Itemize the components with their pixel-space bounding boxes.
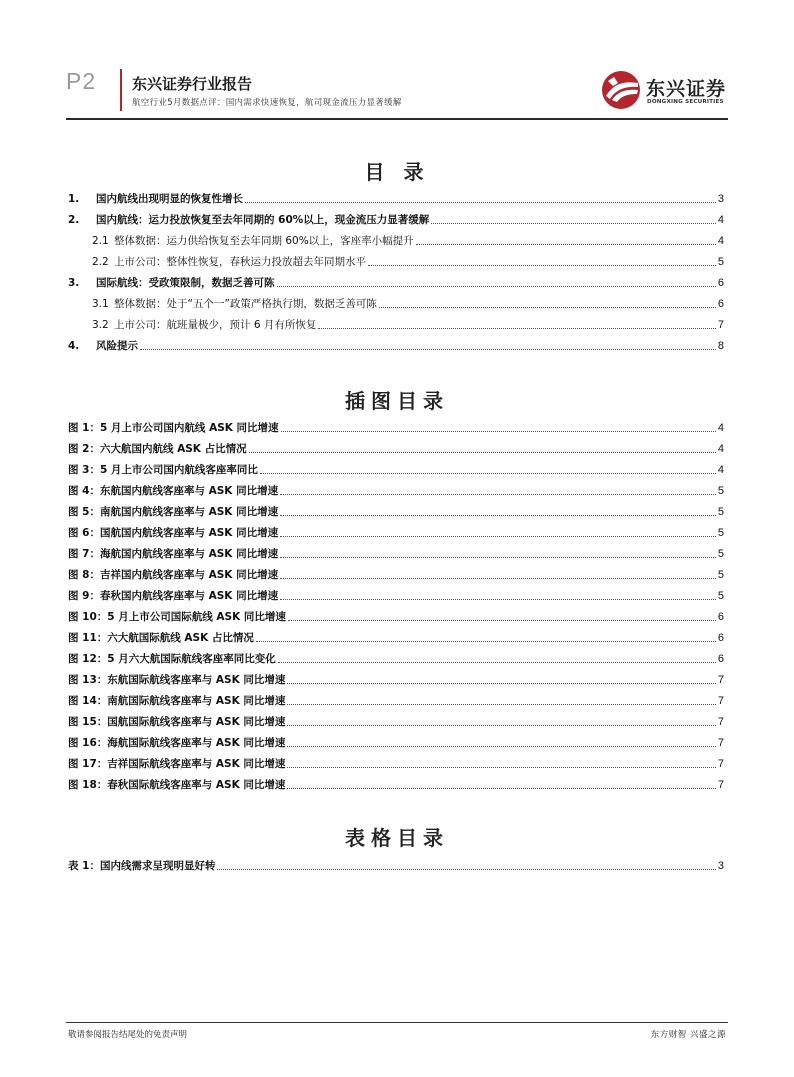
figure-entry-page: 4 xyxy=(717,464,724,476)
leader-dots xyxy=(256,641,716,642)
table-entry-page: 3 xyxy=(717,860,724,872)
figure-entry-title: 图 4：东航国内航线客座率与 ASK 同比增速 xyxy=(68,485,279,497)
figure-entry-page: 5 xyxy=(717,548,724,560)
toc-entry-title: 国际航线：受政策限制，数据乏善可陈 xyxy=(96,277,275,289)
figure-entry-page: 7 xyxy=(717,695,724,707)
leader-dots xyxy=(318,328,716,329)
figure-entry[interactable] xyxy=(68,608,724,624)
page-number: P2 xyxy=(66,68,97,94)
toc-heading: 目 录 xyxy=(364,160,430,184)
figure-entry-title: 图 1：5 月上市公司国内航线 ASK 同比增速 xyxy=(68,422,279,434)
figure-entry-title: 图 18：春秋国际航线客座率与 ASK 同比增速 xyxy=(68,779,286,791)
toc-entry-number: 2. xyxy=(68,214,80,226)
toc-subentry[interactable] xyxy=(92,316,724,332)
toc-entry-number: 2.2 xyxy=(92,256,109,268)
footer-divider xyxy=(66,1022,728,1023)
figure-entry-title: 图 11：六大航国际航线 ASK 占比情况 xyxy=(68,632,254,644)
toc-entry-number: 3.1 xyxy=(92,298,109,310)
report-title: 东兴证券行业报告 xyxy=(132,75,253,93)
toc-entry-number: 3. xyxy=(68,277,80,289)
toc-entry-page: 3 xyxy=(717,193,724,205)
figure-entry-title: 图 12：5 月六大航国际航线客座率同比变化 xyxy=(68,653,276,665)
figure-entry[interactable] xyxy=(68,461,724,477)
toc-entry-title: 国内航线出现明显的恢复性增长 xyxy=(96,193,243,205)
leader-dots xyxy=(431,223,716,224)
figure-entry-page: 6 xyxy=(717,653,724,665)
figure-entry-page: 7 xyxy=(717,779,724,791)
figure-entry[interactable] xyxy=(68,650,724,666)
toc-entry-page: 6 xyxy=(717,277,724,289)
figure-entry-title: 图 6：国航国内航线客座率与 ASK 同比增速 xyxy=(68,527,279,539)
toc-entry-title: 上市公司：整体性恢复，春秋运力投放超去年同期水平 xyxy=(114,256,366,268)
figure-entry-title: 图 10：5 月上市公司国际航线 ASK 同比增速 xyxy=(68,611,286,623)
figure-entry[interactable] xyxy=(68,503,724,519)
toc-entry-page: 5 xyxy=(717,256,724,268)
toc-entry-title: 上市公司：航班量极少，预计 6 月有所恢复 xyxy=(114,319,317,331)
figure-entry-page: 5 xyxy=(717,506,724,518)
figure-entry-title: 图 17：吉祥国际航线客座率与 ASK 同比增速 xyxy=(68,758,286,770)
leader-dots xyxy=(379,307,716,308)
figure-entry-page: 7 xyxy=(717,674,724,686)
figure-entry[interactable] xyxy=(68,566,724,582)
leader-dots xyxy=(280,578,716,579)
header-accent-bar xyxy=(120,69,122,111)
leader-dots xyxy=(368,265,716,266)
toc-subentry[interactable] xyxy=(92,295,724,311)
figure-entry[interactable] xyxy=(68,629,724,645)
figure-entry-title: 图 2：六大航国内航线 ASK 占比情况 xyxy=(68,443,247,455)
figure-entry-page: 6 xyxy=(717,632,724,644)
figure-entry-page: 4 xyxy=(717,422,724,434)
header-divider xyxy=(66,118,728,120)
leader-dots xyxy=(287,725,715,726)
toc-entry-number: 4. xyxy=(68,340,80,352)
toc-entry-title: 整体数据：运力供给恢复至去年同期 60%以上，客座率小幅提升 xyxy=(114,235,414,247)
figure-entry-page: 5 xyxy=(717,590,724,602)
tables-heading: 表格目录 xyxy=(345,826,449,850)
toc-entry[interactable] xyxy=(68,211,724,227)
toc-entry-title: 风险提示 xyxy=(96,340,138,352)
figure-entry[interactable] xyxy=(68,755,724,771)
figure-entry-title: 图 9：春秋国内航线客座率与 ASK 同比增速 xyxy=(68,590,279,602)
leader-dots xyxy=(280,599,716,600)
logo-text: 东兴证券 xyxy=(646,78,727,100)
toc-entry-number: 2.1 xyxy=(92,235,109,247)
figure-entry-title: 图 14：南航国际航线客座率与 ASK 同比增速 xyxy=(68,695,286,707)
figure-entry[interactable] xyxy=(68,545,724,561)
figure-entry-title: 图 8：吉祥国内航线客座率与 ASK 同比增速 xyxy=(68,569,279,581)
figure-entry-page: 5 xyxy=(717,485,724,497)
figure-entry-title: 图 7：海航国内航线客座率与 ASK 同比增速 xyxy=(68,548,279,560)
figure-entry[interactable] xyxy=(68,713,724,729)
figure-entry[interactable] xyxy=(68,734,724,750)
figure-entry[interactable] xyxy=(68,671,724,687)
toc-entry[interactable] xyxy=(68,274,724,290)
table-entry[interactable] xyxy=(68,857,724,873)
toc-entry-page: 7 xyxy=(717,319,724,331)
figure-entry-page: 5 xyxy=(717,527,724,539)
figure-entry[interactable] xyxy=(68,524,724,540)
leader-dots xyxy=(287,683,715,684)
toc-entry-title: 国内航线：运力投放恢复至去年同期的 60%以上，现金流压力显著缓解 xyxy=(96,214,430,226)
toc-entry-page: 4 xyxy=(717,214,724,226)
toc-entry[interactable] xyxy=(68,337,724,353)
figure-entry-page: 5 xyxy=(717,569,724,581)
leader-dots xyxy=(287,746,715,747)
report-subtitle: 航空行业5月数据点评：国内需求快速恢复，航司现金流压力显著缓解 xyxy=(132,98,402,108)
logo-english-text: DONGXING SECURITIES xyxy=(647,99,724,105)
toc-entry-page: 6 xyxy=(717,298,724,310)
leader-dots xyxy=(260,473,716,474)
leader-dots xyxy=(217,869,715,870)
leader-dots xyxy=(280,536,716,537)
leader-dots xyxy=(280,494,716,495)
figures-heading: 插图目录 xyxy=(345,389,449,413)
leader-dots xyxy=(287,788,715,789)
leader-dots xyxy=(245,202,716,203)
figure-entry[interactable] xyxy=(68,587,724,603)
footer-slogan: 东方财智 兴盛之源 xyxy=(650,1030,726,1040)
toc-entry[interactable] xyxy=(68,190,724,206)
leader-dots xyxy=(281,431,716,432)
toc-entry-title: 整体数据：处于“五个一”政策严格执行期，数据乏善可陈 xyxy=(114,298,377,310)
figure-entry[interactable] xyxy=(68,776,724,792)
page-header xyxy=(66,66,728,120)
figure-entry[interactable] xyxy=(68,440,724,456)
leader-dots xyxy=(249,452,716,453)
leader-dots xyxy=(280,515,716,516)
figure-entry[interactable] xyxy=(68,482,724,498)
figure-entry-title: 图 3：5 月上市公司国内航线客座率同比 xyxy=(68,464,258,476)
logo-mark-icon xyxy=(600,69,644,111)
leader-dots xyxy=(278,662,716,663)
toc-entry-page: 4 xyxy=(717,235,724,247)
figure-entry-page: 7 xyxy=(717,716,724,728)
figure-entry-page: 4 xyxy=(717,443,724,455)
toc-subentry[interactable] xyxy=(92,253,724,269)
leader-dots xyxy=(287,704,715,705)
table-entry-title: 表 1：国内线需求呈现明显好转 xyxy=(68,860,216,872)
figure-entry-title: 图 13：东航国际航线客座率与 ASK 同比增速 xyxy=(68,674,286,686)
toc-subentry[interactable] xyxy=(92,232,724,248)
toc-entry-number: 3.2 xyxy=(92,319,109,331)
figure-entry[interactable] xyxy=(68,419,724,435)
figure-entry-page: 7 xyxy=(717,758,724,770)
toc-entry-number: 1. xyxy=(68,193,80,205)
company-logo xyxy=(600,69,728,111)
figure-entry-page: 6 xyxy=(717,611,724,623)
leader-dots xyxy=(287,767,715,768)
figure-entry[interactable] xyxy=(68,692,724,708)
figure-entry-title: 图 16：海航国际航线客座率与 ASK 同比增速 xyxy=(68,737,286,749)
leader-dots xyxy=(280,557,716,558)
figure-entry-title: 图 5：南航国内航线客座率与 ASK 同比增速 xyxy=(68,506,279,518)
figure-entry-page: 7 xyxy=(717,737,724,749)
leader-dots xyxy=(416,244,716,245)
leader-dots xyxy=(288,620,716,621)
figure-entry-title: 图 15：国航国际航线客座率与 ASK 同比增速 xyxy=(68,716,286,728)
leader-dots xyxy=(140,349,716,350)
leader-dots xyxy=(277,286,716,287)
toc-entry-page: 8 xyxy=(717,340,724,352)
footer-disclaimer: 敬请参阅报告结尾处的免责声明 xyxy=(68,1030,188,1040)
